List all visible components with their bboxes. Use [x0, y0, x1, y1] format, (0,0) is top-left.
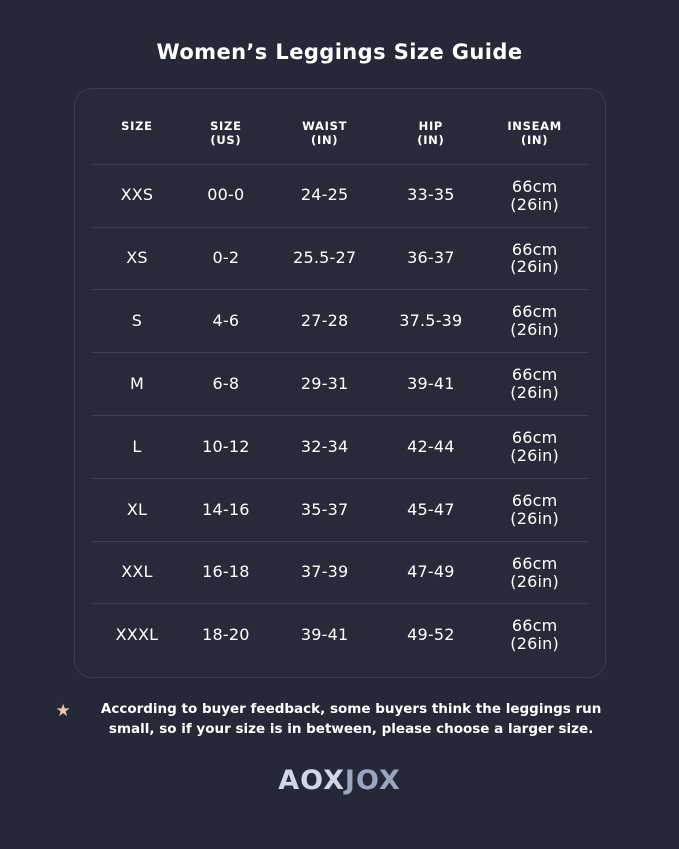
cell-hip: 39-41: [407, 373, 455, 393]
cell-inseam-in: (26in): [510, 257, 559, 277]
table-row: [93, 290, 587, 353]
cell-size: L: [132, 436, 142, 456]
cell-size-us: 14-16: [202, 499, 250, 519]
star-icon: ★: [55, 701, 71, 722]
cell-size-us: 18-20: [202, 625, 250, 645]
cell-inseam: [483, 416, 587, 479]
column-header-size: [93, 89, 182, 164]
cell-inseam: [483, 164, 587, 227]
table-header-row: [93, 89, 587, 164]
column-header-inseam: [483, 89, 587, 164]
column-header-inseam-line1: INSEAM: [507, 119, 562, 133]
table-row: [93, 227, 587, 290]
cell-hip: 49-52: [407, 625, 455, 645]
size-table: [93, 89, 587, 677]
cell-size: S: [131, 311, 143, 331]
buyer-feedback-note: [50, 700, 630, 739]
cell-size-us: 0-2: [212, 248, 240, 268]
cell-inseam-cm: 66cm: [511, 428, 558, 447]
cell-size-us: 6-8: [212, 373, 240, 393]
cell-size-us: 4-6: [212, 311, 240, 331]
column-header-hip-line1: HIP: [418, 119, 444, 133]
cell-inseam: [483, 541, 587, 604]
cell-inseam: [483, 353, 587, 416]
table-header: [93, 89, 587, 164]
cell-hip: 47-49: [407, 562, 455, 582]
brand-logo-part2: JOX: [344, 765, 401, 797]
column-header-waist: [270, 89, 379, 164]
cell-inseam-cm: 66cm: [511, 490, 558, 510]
cell-waist: 25.5-27: [293, 248, 357, 268]
cell-size-us: 10-12: [202, 436, 250, 456]
cell-inseam-cm: 66cm: [511, 176, 558, 196]
cell-size: XXXL: [115, 625, 159, 645]
brand-logo-part1: AOX: [278, 765, 345, 797]
brand-logo: [278, 765, 401, 796]
cell-size-us: 16-18: [202, 562, 250, 582]
buyer-feedback-note-text: According to buyer feedback, some buyers think the leggings run small, so if your size is in between, please choose a larger size.: [100, 701, 602, 737]
cell-inseam: [483, 290, 587, 353]
cell-hip: 37.5-39: [399, 311, 463, 331]
cell-inseam-cm: 66cm: [511, 302, 558, 322]
table-row: [93, 604, 587, 677]
cell-waist: 32-34: [300, 436, 349, 456]
column-header-hip: [379, 89, 483, 164]
table-row: [93, 164, 587, 227]
column-header-size-us-line2: (US): [210, 133, 242, 148]
cell-size: XXL: [121, 562, 153, 582]
column-header-waist-line2: (IN): [311, 133, 339, 148]
cell-inseam-in: (26in): [510, 571, 559, 591]
cell-size: XL: [126, 499, 148, 519]
cell-size: XS: [126, 248, 148, 268]
cell-inseam-cm: 66cm: [511, 239, 558, 259]
table-row: [93, 416, 587, 479]
column-header-size-line1: SIZE: [121, 119, 153, 133]
cell-hip: 42-44: [407, 436, 455, 456]
size-table-card: [74, 88, 606, 678]
table-row: [93, 478, 587, 541]
cell-inseam-cm: 66cm: [511, 365, 558, 385]
cell-waist: 29-31: [300, 373, 349, 393]
cell-waist: 35-37: [300, 499, 349, 519]
table-row: [93, 541, 587, 604]
cell-inseam-in: (26in): [510, 194, 559, 214]
cell-inseam-in: (26in): [510, 634, 559, 654]
cell-hip: 36-37: [407, 248, 455, 268]
cell-inseam-cm: 66cm: [511, 616, 558, 636]
cell-inseam: [483, 478, 587, 541]
cell-hip: 33-35: [407, 185, 455, 205]
column-header-hip-line2: (IN): [417, 133, 445, 148]
cell-inseam: [483, 604, 587, 677]
cell-size: M: [129, 373, 144, 393]
column-header-size-us-line1: SIZE: [210, 119, 242, 133]
cell-waist: 24-25: [300, 185, 349, 205]
cell-inseam-in: (26in): [510, 320, 559, 340]
cell-size-us: 00-0: [207, 185, 245, 205]
column-header-waist-line1: WAIST: [302, 119, 348, 133]
table-body: [93, 164, 587, 677]
cell-size: XXS: [120, 185, 154, 205]
table-row: [93, 353, 587, 416]
column-header-size-us: [181, 89, 270, 164]
cell-inseam: [483, 227, 587, 290]
cell-inseam-cm: 66cm: [511, 553, 558, 573]
cell-waist: 37-39: [300, 562, 349, 582]
cell-hip: 45-47: [407, 499, 455, 519]
cell-inseam-in: (26in): [510, 445, 559, 465]
cell-inseam-in: (26in): [510, 383, 559, 403]
cell-inseam-in: (26in): [510, 508, 559, 528]
column-header-inseam-line2: (IN): [521, 133, 549, 148]
page-title: Women’s Leggings Size Guide: [156, 40, 523, 64]
cell-waist: 27-28: [300, 311, 349, 331]
cell-waist: 39-41: [300, 625, 349, 645]
